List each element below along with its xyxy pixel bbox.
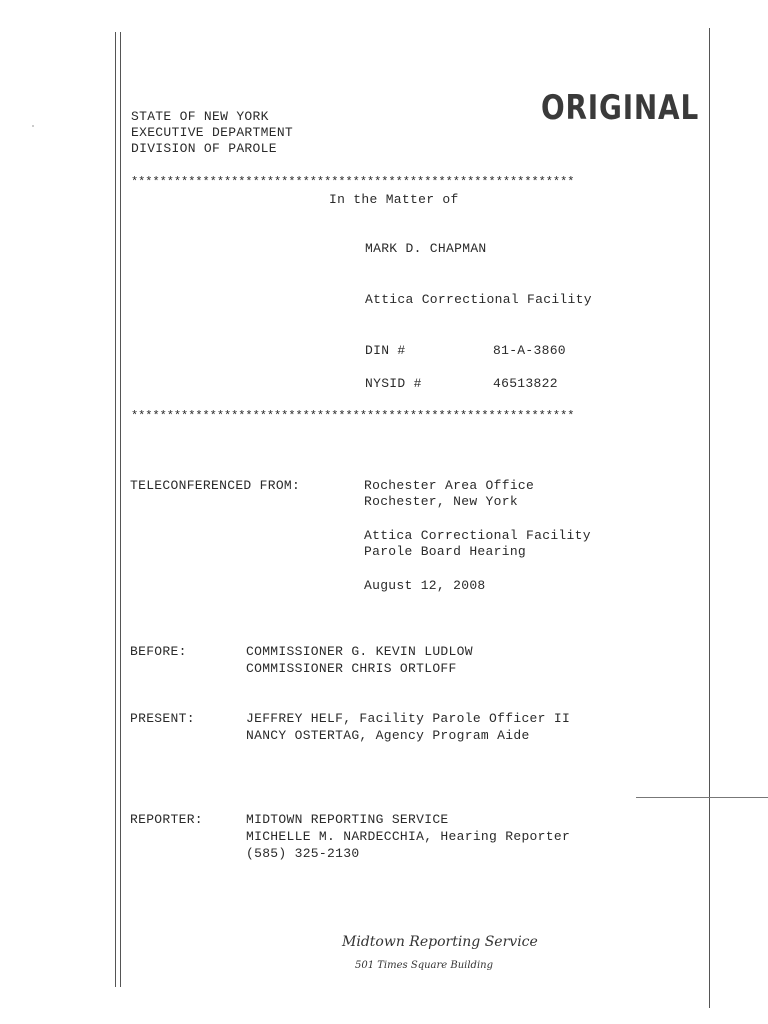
teleconference-label: TELECONFERENCED FROM: [130, 478, 301, 493]
separator-bottom: ************************************************************** [131, 409, 575, 423]
footer-address: 501 Times Square Building [355, 960, 494, 971]
before-label: BEFORE: [130, 644, 187, 659]
footer-company: Midtown Reporting Service [342, 934, 538, 950]
separator-top: ************************************************************** [131, 175, 575, 189]
left-margin-line-outer [115, 32, 116, 987]
teleconference-line-2: Rochester, New York [364, 494, 518, 509]
reporter-line-1: MIDTOWN REPORTING SERVICE [246, 812, 449, 827]
hearing-date: August 12, 2008 [364, 578, 486, 593]
before-line-2: COMMISSIONER CHRIS ORTLOFF [246, 661, 457, 676]
scan-speck [32, 125, 34, 127]
present-label: PRESENT: [130, 711, 195, 726]
nysid-label: NYSID # [365, 376, 422, 391]
reporter-label: REPORTER: [130, 812, 203, 827]
nysid-value: 46513822 [493, 376, 558, 391]
din-value: 81-A-3860 [493, 343, 566, 358]
matter-intro: In the Matter of [329, 192, 459, 207]
agency-line-2: EXECUTIVE DEPARTMENT [131, 125, 294, 140]
teleconference-line-3: Attica Correctional Facility [364, 528, 591, 543]
teleconference-line-1: Rochester Area Office [364, 478, 535, 493]
present-line-1: JEFFREY HELF, Facility Parole Officer II [246, 711, 571, 726]
agency-line-1: STATE OF NEW YORK [131, 109, 269, 124]
reporter-phone: (585) 325-2130 [246, 846, 360, 861]
subject-name: MARK D. CHAPMAN [365, 241, 487, 256]
din-label: DIN # [365, 343, 406, 358]
agency-line-3: DIVISION OF PAROLE [131, 141, 277, 156]
before-line-1: COMMISSIONER G. KEVIN LUDLOW [246, 644, 473, 659]
reporter-line-2: MICHELLE M. NARDECCHIA, Hearing Reporter [246, 829, 571, 844]
subject-facility: Attica Correctional Facility [365, 292, 592, 307]
right-margin-line [709, 28, 710, 1008]
teleconference-line-4: Parole Board Hearing [364, 544, 527, 559]
right-edge-tick [636, 797, 768, 798]
present-line-2: NANCY OSTERTAG, Agency Program Aide [246, 728, 530, 743]
left-margin-line-inner [120, 32, 121, 987]
original-stamp: ORIGINAL [541, 88, 700, 128]
